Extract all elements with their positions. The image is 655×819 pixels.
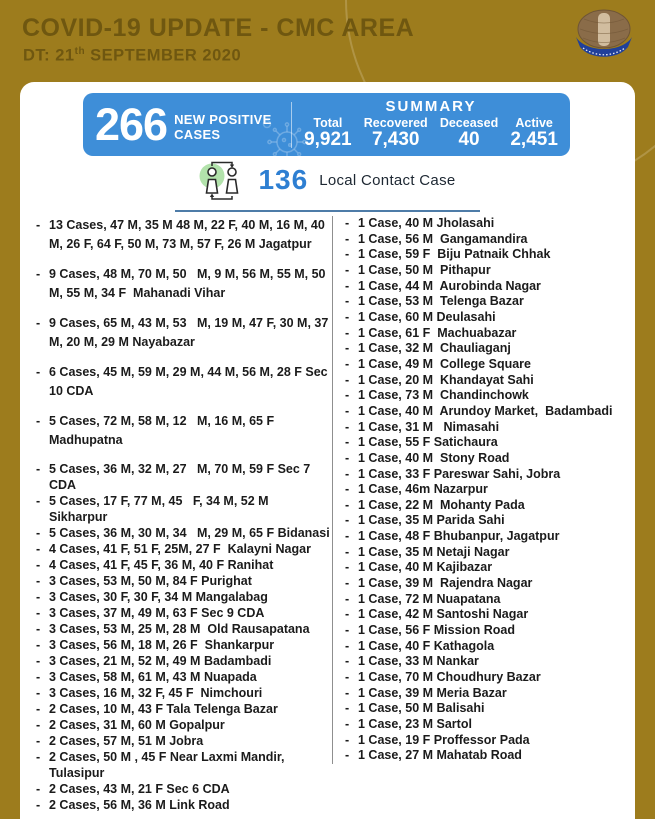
- bullet-dash: -: [36, 782, 41, 796]
- bullet-dash: -: [36, 267, 41, 281]
- case-text: 2 Cases, 10 M, 43 F Tala Telenga Bazar: [49, 702, 278, 716]
- bullet-dash: -: [36, 702, 41, 716]
- local-contact-badge: [175, 159, 479, 212]
- case-list-item: [345, 733, 621, 749]
- case-list-item: [345, 748, 621, 764]
- bullet-dash: -: [345, 638, 350, 653]
- bullet-dash: -: [345, 717, 350, 731]
- case-list-item: [36, 265, 332, 303]
- case-text: 3 Cases, 56 M, 18 M, 26 F Shankarpur: [49, 638, 275, 652]
- case-text: 1 Case, 50 M Balisahi: [358, 701, 485, 716]
- case-list-item: [36, 685, 332, 701]
- local-contact-count: 136: [258, 164, 309, 195]
- case-text: 1 Case, 39 M Meria Bazar: [358, 685, 507, 700]
- case-list-item: [36, 216, 332, 254]
- case-text: 2 Cases, 57 M, 51 M Jobra: [49, 734, 204, 748]
- case-list-item: [345, 717, 621, 733]
- bullet-dash: -: [36, 622, 41, 636]
- summary-stat: [304, 116, 352, 151]
- case-text: 9 Cases, 65 M, 43 M, 53 M, 19 M, 47 F, 30 M, 37 M, 20 M, 29 M Nayabazar: [49, 316, 332, 349]
- case-list-left-column: [36, 216, 332, 813]
- bullet-dash: -: [345, 482, 350, 497]
- summary-stat: [440, 116, 498, 151]
- bullet-dash: -: [36, 798, 41, 812]
- case-text: 1 Case, 40 M Kajibazar: [358, 560, 493, 575]
- bullet-dash: -: [345, 654, 350, 669]
- case-lists: [36, 216, 621, 813]
- case-text: 3 Cases, 16 M, 32 F, 45 F Nimchouri: [49, 686, 263, 700]
- bullet-dash: -: [345, 419, 350, 434]
- case-list-item: [345, 435, 621, 451]
- case-list-item: [36, 573, 332, 589]
- case-list-item: [345, 357, 621, 373]
- case-text: 1 Case, 70 M Choudhury Bazar: [358, 670, 541, 685]
- case-text: 1 Case, 35 M Parida Sahi: [358, 513, 505, 528]
- bullet-dash: -: [36, 638, 41, 652]
- case-list-item: [345, 451, 621, 467]
- virus-watermark-icon: [259, 112, 311, 156]
- case-text: 1 Case, 59 F Biju Patnaik Chhak: [358, 247, 551, 262]
- summary-stats-block: [292, 93, 570, 156]
- case-text: 1 Case, 61 F Machuabazar: [358, 325, 517, 340]
- case-text: 1 Case, 33 M Nankar: [358, 654, 479, 669]
- bullet-dash: -: [36, 218, 41, 232]
- stat-value: 2,451: [510, 128, 558, 150]
- case-list-item: [345, 294, 621, 310]
- case-text: 1 Case, 33 F Pareswar Sahi, Jobra: [358, 466, 561, 481]
- bullet-dash: -: [345, 685, 350, 700]
- case-list-item: [36, 605, 332, 621]
- bullet-dash: -: [345, 278, 350, 293]
- summary-stats-row: [298, 116, 564, 151]
- stat-label: Deceased: [439, 115, 499, 130]
- bullet-dash: -: [36, 734, 41, 748]
- case-text: 2 Cases, 43 M, 21 F Sec 6 CDA: [49, 782, 230, 796]
- case-list-item: [36, 557, 332, 573]
- bullet-dash: -: [36, 494, 41, 508]
- case-list-item: [345, 388, 621, 404]
- case-text: 6 Cases, 45 M, 59 M, 29 M, 44 M, 56 M, 28 F Sec 10 CDA: [49, 365, 332, 398]
- date-ordinal-suffix: th: [74, 46, 86, 57]
- bullet-dash: -: [345, 623, 350, 638]
- case-list-item: [345, 310, 621, 326]
- stat-value: 9,921: [304, 128, 352, 150]
- case-list-item: [36, 314, 332, 352]
- case-text: 1 Case, 40 M Stony Road: [358, 450, 510, 465]
- case-text: 4 Cases, 41 F, 51 F, 25M, 27 F Kalayni Nagar: [49, 542, 311, 556]
- date-prefix: DT: 21: [23, 46, 75, 65]
- bullet-dash: -: [345, 513, 350, 528]
- bullet-dash: -: [345, 466, 350, 481]
- stat-label: Recovered: [363, 115, 428, 130]
- case-text: 1 Case, 49 M College Square: [358, 356, 531, 371]
- case-list-item: [345, 592, 621, 608]
- bullet-dash: -: [36, 542, 41, 556]
- case-list-item: [345, 232, 621, 248]
- case-list-item: [345, 701, 621, 717]
- case-list-item: [345, 279, 621, 295]
- case-list-item: [36, 749, 332, 781]
- bullet-dash: -: [345, 607, 350, 622]
- case-list-item: [36, 653, 332, 669]
- local-contact-badge-wrap: [20, 159, 635, 212]
- bullet-dash: -: [345, 435, 350, 450]
- case-list-item: [345, 607, 621, 623]
- case-list-item: [345, 420, 621, 436]
- case-text: 1 Case, 53 M Telenga Bazar: [358, 294, 524, 309]
- case-text: 2 Cases, 50 M , 45 F Near Laxmi Mandir, Tulasipur: [49, 750, 289, 780]
- bullet-dash: -: [345, 450, 350, 465]
- local-contact-label: Local Contact Case: [319, 171, 456, 189]
- bullet-dash: -: [345, 356, 350, 371]
- bullet-dash: -: [345, 497, 350, 512]
- case-list-item: [36, 621, 332, 637]
- case-text: 1 Case, 56 M Gangamandira: [358, 231, 528, 246]
- case-text: 1 Case, 27 M Mahatab Road: [358, 748, 522, 763]
- case-list-item: [345, 247, 621, 263]
- summary-stat: [510, 116, 558, 151]
- stat-value: 40: [458, 128, 480, 150]
- case-list-item: [36, 589, 332, 605]
- case-list-item: [345, 326, 621, 342]
- bullet-dash: -: [36, 414, 41, 428]
- case-text: 4 Cases, 41 F, 45 F, 36 M, 40 F Ranihat: [49, 558, 274, 572]
- stat-label: Active: [515, 115, 553, 130]
- case-text: 1 Case, 19 F Proffessor Pada: [358, 732, 530, 747]
- bullet-dash: -: [36, 316, 41, 330]
- bullet-dash: -: [345, 701, 350, 716]
- case-text: 3 Cases, 53 M, 25 M, 28 M Old Rausapatana: [49, 622, 310, 636]
- stat-value: 7,430: [371, 128, 420, 150]
- case-list-item: [345, 545, 621, 561]
- bullet-dash: -: [345, 403, 350, 418]
- case-list-item: [36, 363, 332, 401]
- bullet-dash: -: [345, 670, 350, 685]
- case-text: 2 Cases, 56 M, 36 M Link Road: [49, 798, 230, 812]
- case-text: 3 Cases, 21 M, 52 M, 49 M Badambadi: [49, 654, 272, 668]
- case-list-item: [345, 498, 621, 514]
- case-text: 2 Cases, 31 M, 60 M Gopalpur: [49, 718, 225, 732]
- case-text: 1 Case, 32 M Chauliaganj: [358, 341, 511, 356]
- report-date: [23, 46, 241, 66]
- bullet-dash: -: [345, 294, 350, 309]
- bullet-dash: -: [345, 576, 350, 591]
- case-text: 5 Cases, 72 M, 58 M, 12 M, 16 M, 65 F Madhupatna: [49, 414, 278, 447]
- bullet-dash: -: [345, 341, 350, 356]
- case-list-item: [36, 525, 332, 541]
- bullet-dash: -: [345, 748, 350, 763]
- summary-stat: [364, 116, 428, 151]
- case-text: 1 Case, 73 M Chandinchowk: [358, 388, 529, 403]
- bullet-dash: -: [36, 590, 41, 604]
- case-list-item: [36, 717, 332, 733]
- case-list-item: [345, 576, 621, 592]
- case-text: 1 Case, 44 M Aurobinda Nagar: [358, 278, 541, 293]
- case-text: 5 Cases, 17 F, 77 M, 45 F, 34 M, 52 M Sikharpur: [49, 494, 276, 524]
- case-text: 1 Case, 31 M Nimasahi: [358, 419, 500, 434]
- case-list-item: [36, 541, 332, 557]
- case-text: 1 Case, 23 M Sartol: [358, 717, 472, 731]
- case-list-item: [345, 482, 621, 498]
- case-text: 1 Case, 40 M Jholasahi: [358, 216, 495, 230]
- bullet-dash: -: [36, 462, 41, 476]
- content-card: [20, 82, 635, 819]
- case-text: 1 Case, 35 M Netaji Nagar: [358, 544, 510, 559]
- case-text: 1 Case, 50 M Pithapur: [358, 262, 491, 277]
- stat-label: Total: [313, 115, 343, 130]
- case-text: 1 Case, 72 M Nuapatana: [358, 591, 501, 606]
- bullet-dash: -: [36, 606, 41, 620]
- bullet-dash: -: [345, 544, 350, 559]
- case-list-item: [345, 670, 621, 686]
- case-list-item: [36, 781, 332, 797]
- case-list-item: [345, 513, 621, 529]
- bullet-dash: -: [36, 686, 41, 700]
- bullet-dash: -: [345, 262, 350, 277]
- bullet-dash: -: [345, 388, 350, 403]
- case-list-item: [36, 412, 332, 450]
- case-list-item: [345, 373, 621, 389]
- case-list-item: [36, 637, 332, 653]
- case-text: 1 Case, 39 M Rajendra Nagar: [358, 576, 533, 591]
- bullet-dash: -: [36, 574, 41, 588]
- case-text: 3 Cases, 58 M, 61 M, 43 M Nuapada: [49, 670, 257, 684]
- case-list-item: [345, 341, 621, 357]
- case-list-item: [36, 797, 332, 813]
- bullet-dash: -: [36, 750, 41, 764]
- case-text: 1 Case, 56 F Mission Road: [358, 623, 515, 638]
- bullet-dash: -: [345, 325, 350, 340]
- case-list-item: [36, 461, 332, 493]
- case-list-item: [345, 263, 621, 279]
- case-list-item: [36, 493, 332, 525]
- summary-bar: [83, 93, 570, 156]
- case-text: 3 Cases, 30 F, 30 F, 34 M Mangalabag: [49, 590, 268, 604]
- case-list-item: [345, 654, 621, 670]
- bullet-dash: -: [345, 529, 350, 544]
- case-list-item: [345, 623, 621, 639]
- case-text: 5 Cases, 36 M, 32 M, 27 M, 70 M, 59 F Sec 7 CDA: [49, 462, 314, 492]
- case-list-item: [36, 701, 332, 717]
- summary-title: SUMMARY: [385, 97, 477, 115]
- bullet-dash: -: [36, 654, 41, 668]
- case-text: 9 Cases, 48 M, 70 M, 50 M, 9 M, 56 M, 55 M, 50 M, 55 M, 34 F Mahanadi Vihar: [49, 267, 329, 300]
- case-text: 1 Case, 46m Nazarpur: [358, 482, 488, 497]
- cmc-emblem-logo: [571, 7, 637, 65]
- bullet-dash: -: [345, 231, 350, 246]
- bullet-dash: -: [36, 718, 41, 732]
- case-list-item: [345, 560, 621, 576]
- case-text: 1 Case, 55 F Satichaura: [358, 435, 498, 450]
- case-text: 1 Case, 40 F Kathagola: [358, 638, 495, 653]
- new-cases-label: NEW POSITIVE CASES: [174, 111, 272, 142]
- bullet-dash: -: [345, 591, 350, 606]
- case-text: 1 Case, 20 M Khandayat Sahi: [358, 372, 534, 387]
- case-list-item: [345, 404, 621, 420]
- bullet-dash: -: [36, 365, 41, 379]
- case-list-item: [345, 216, 621, 232]
- case-text: 1 Case, 22 M Mohanty Pada: [358, 497, 525, 512]
- case-list-item: [36, 669, 332, 685]
- case-list-item: [345, 639, 621, 655]
- person-to-person-contact-icon: [199, 159, 247, 201]
- bullet-dash: -: [345, 216, 350, 230]
- case-text: 3 Cases, 53 M, 50 M, 84 F Purighat: [49, 574, 252, 588]
- case-list-item: [345, 686, 621, 702]
- case-text: 13 Cases, 47 M, 35 M 48 M, 22 F, 40 M, 16 M, 40 M, 26 F, 64 F, 50 M, 73 M, 57 F, 26 M Jagatpur: [49, 218, 329, 251]
- case-text: 1 Case, 60 M Deulasahi: [358, 309, 496, 324]
- case-text: 1 Case, 40 M Arundoy Market, Badambadi: [358, 403, 613, 418]
- new-cases-count: 266: [95, 99, 168, 150]
- bullet-dash: -: [36, 526, 41, 540]
- bullet-dash: -: [345, 309, 350, 324]
- bullet-dash: -: [36, 670, 41, 684]
- case-list-item: [345, 467, 621, 483]
- date-suffix: SEPTEMBER 2020: [85, 46, 242, 65]
- case-list-item: [345, 529, 621, 545]
- case-list-right-column: [332, 216, 621, 764]
- bullet-dash: -: [36, 558, 41, 572]
- bullet-dash: -: [345, 247, 350, 262]
- case-text: 1 Case, 48 F Bhubanpur, Jagatpur: [358, 529, 560, 544]
- bullet-dash: -: [345, 372, 350, 387]
- bullet-dash: -: [345, 560, 350, 575]
- case-text: 5 Cases, 36 M, 30 M, 34 M, 29 M, 65 F Bidanasi: [49, 526, 330, 540]
- case-text: 1 Case, 42 M Santoshi Nagar: [358, 607, 529, 622]
- case-text: 3 Cases, 37 M, 49 M, 63 F Sec 9 CDA: [49, 606, 265, 620]
- case-list-item: [36, 733, 332, 749]
- page-title: COVID-19 UPDATE - CMC AREA: [22, 14, 415, 42]
- bullet-dash: -: [345, 732, 350, 747]
